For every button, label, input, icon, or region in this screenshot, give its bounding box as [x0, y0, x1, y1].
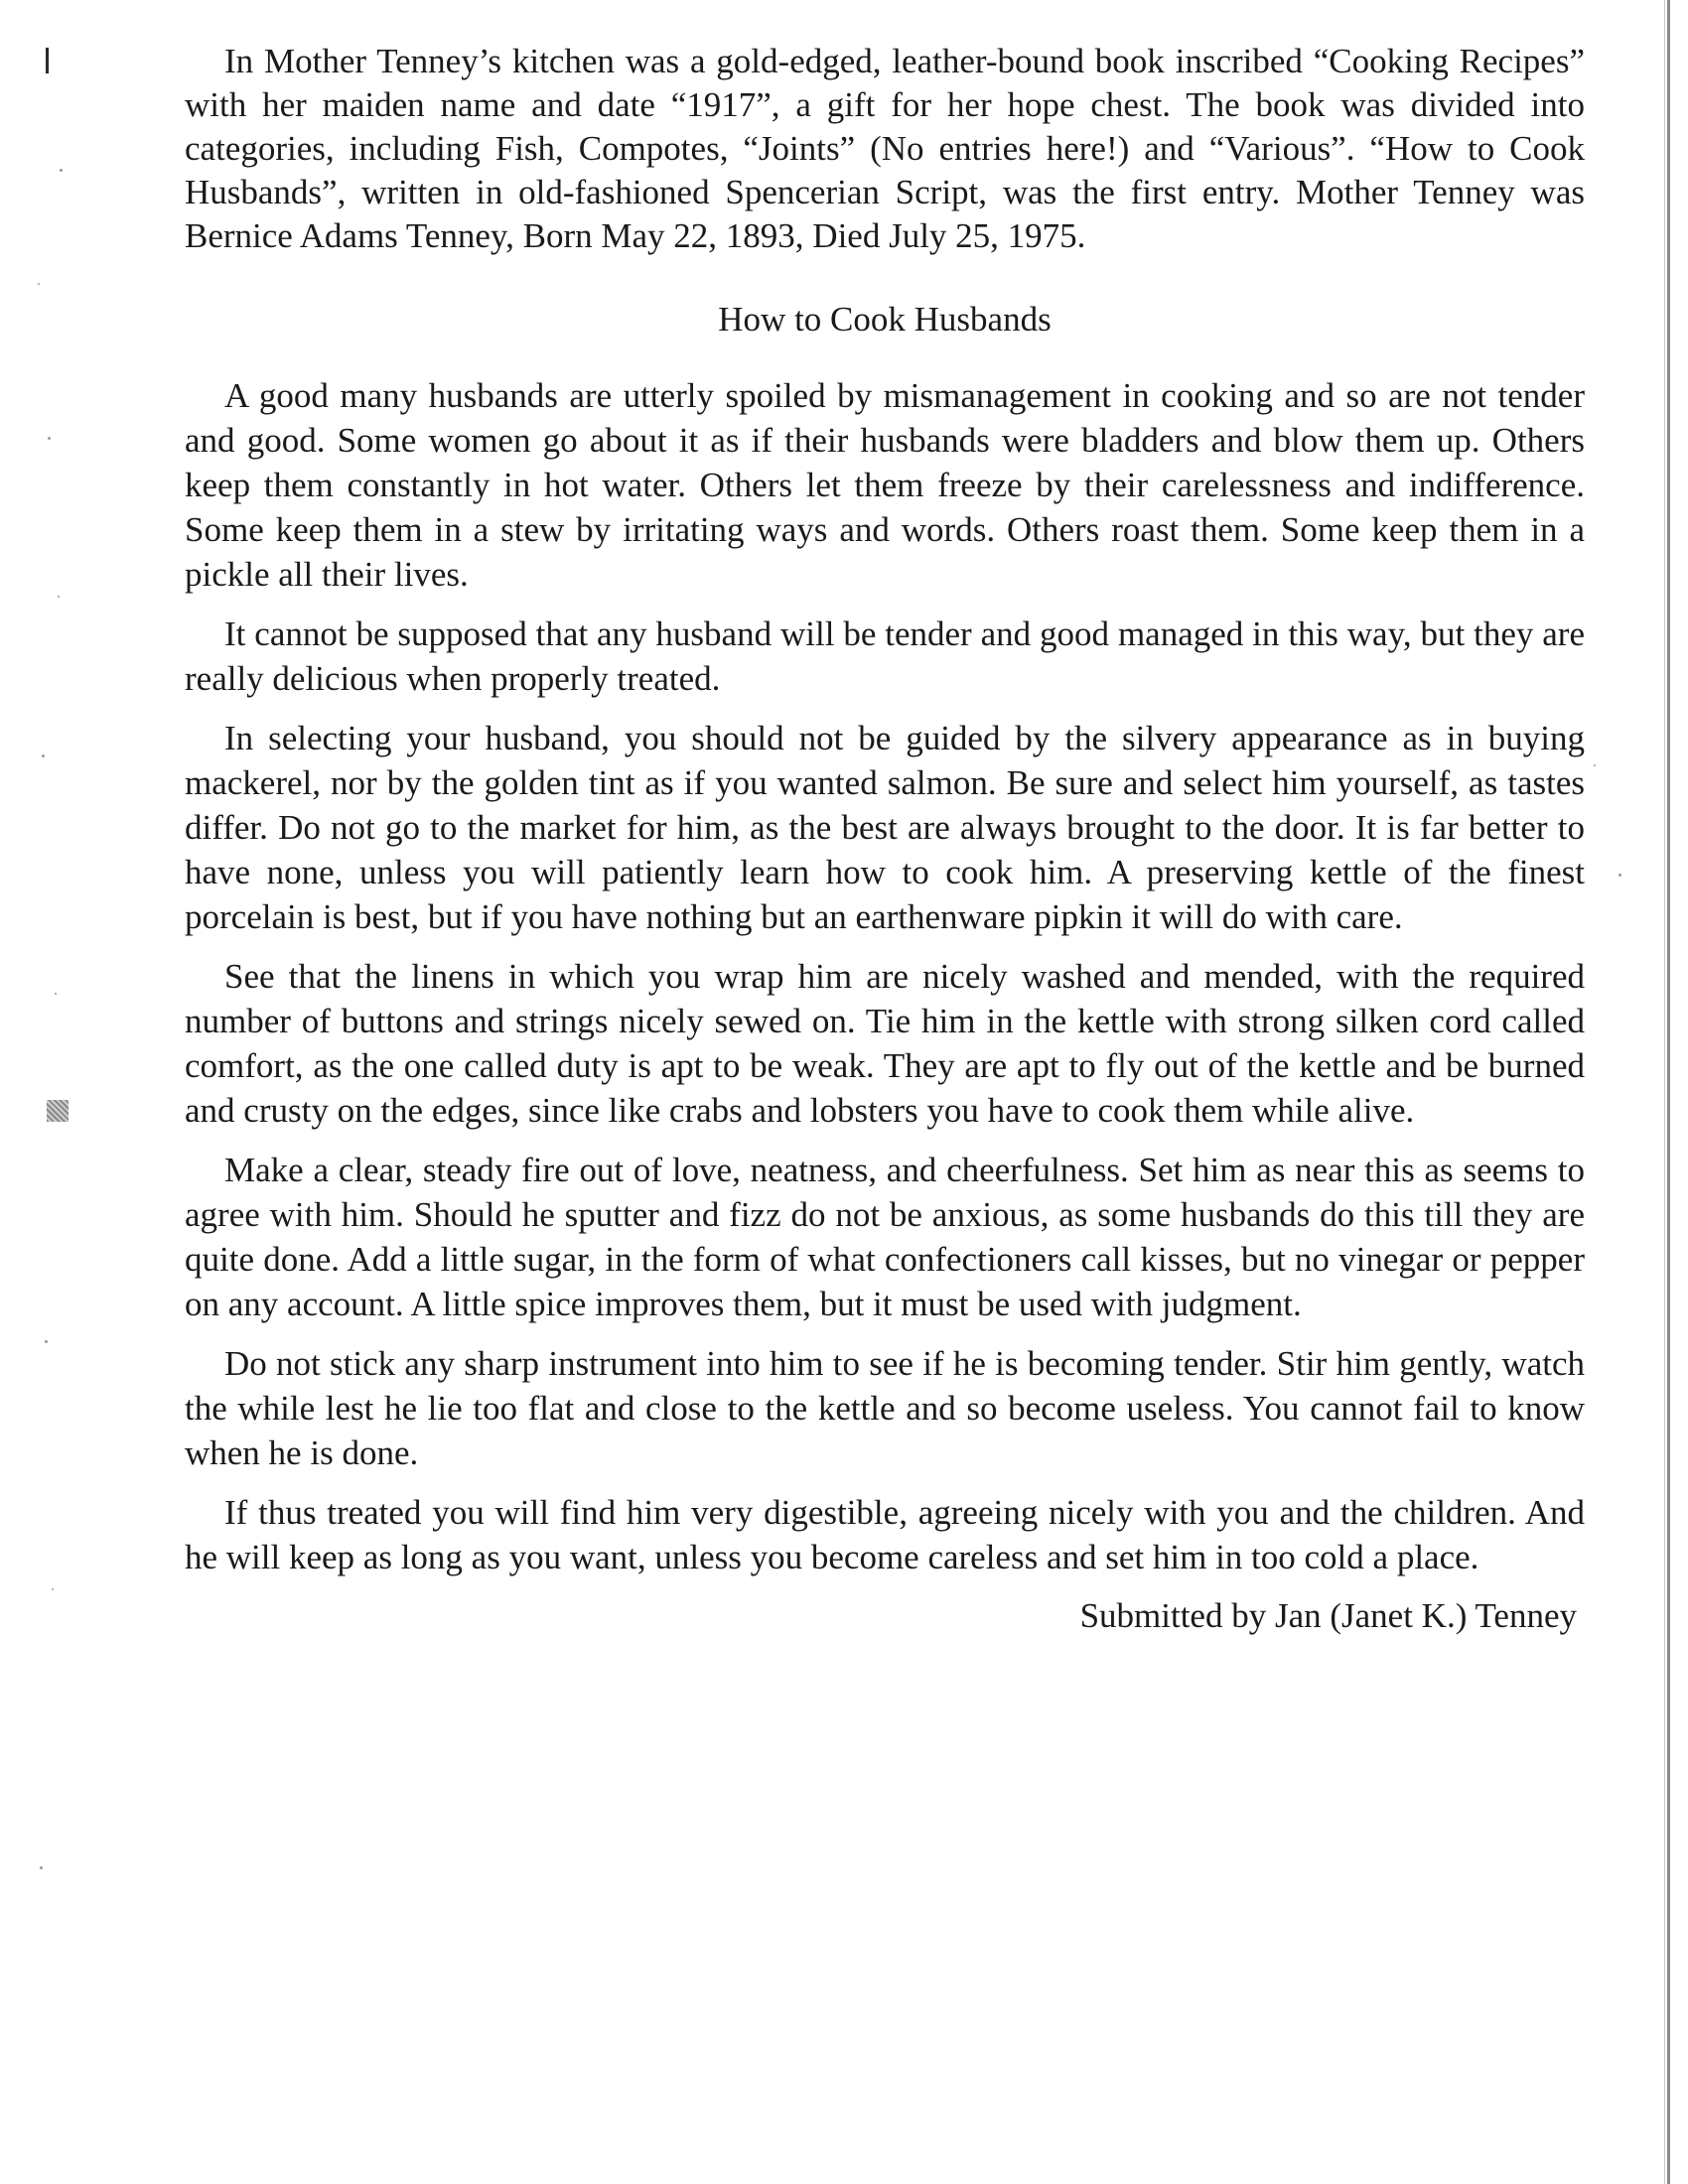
- recipe-paragraph: Make a clear, steady fire out of love, neatness, and cheerfulness. Set him as near this as seems to agree with him. Should he sputter and fizz do not be anxious, as some husbands do this till they are quite done. Add a little sugar, in the form of what confectioners call kisses, but no vinegar or pepper on any account. A little spice improves them, but it must be used with judgment.: [185, 1151, 1585, 1323]
- page-edge-shadow: [1664, 0, 1665, 2184]
- scan-speck: [52, 1588, 54, 1590]
- scan-speck: [60, 169, 63, 172]
- scan-speck: [55, 993, 57, 995]
- page-edge: [1667, 0, 1670, 2184]
- recipe-paragraph: A good many husbands are utterly spoiled by mismanagement in cooking and so are not tender and good. Some women go about it as if their husbands were bladders and blow them up. Others keep them constantly in hot water. Others let them freeze by their carelessness and indifference. Some keep them in a stew by irritating ways and words. Others roast them. Some keep them in a pickle all their lives.: [185, 376, 1585, 594]
- intro-paragraph: In Mother Tenney’s kitchen was a gold-edged, leather-bound book inscribed “Cooking Recipes” with her maiden name and date “1917”, a gift for her hope chest. The book was divided into categories, including Fish, Compotes, “Joints” (No entries here!) and “Various”. “How to Cook Husbands”, written in old-fashioned Spencerian Script, was the first entry. Mother Tenney was Bernice Adams Tenney, Born May 22, 1893, Died July 25, 1975.: [185, 42, 1585, 255]
- recipe-paragraph: If thus treated you will find him very digestible, agreeing nicely with you and the children. And he will keep as long as you want, unless you become careless and set him in too cold a place.: [185, 1493, 1585, 1576]
- scan-speck: [38, 283, 40, 285]
- recipe-paragraph: In selecting your husband, you should not be guided by the silvery appearance as in buying mackerel, nor by the golden tint as if you wanted salmon. Be sure and select him yourself, as tastes differ. Do not go to the market for him, as the best are always brought to the door. It is far better to have none, unless you will patiently learn how to cook him. A preserving kettle of the finest porcelain is best, but if you have nothing but an earthenware pipkin it will do with care.: [185, 719, 1585, 936]
- scan-speck: [1618, 874, 1621, 877]
- recipe-paragraph: See that the linens in which you wrap him are nicely washed and mended, with the required number of buttons and strings nicely sewed on. Tie him in the kettle with strong silken cord called comfort, as the one called duty is apt to be weak. They are apt to fly out of the kettle and be burned and crusty on the edges, since like crabs and lobsters you have to cook them while alive.: [185, 957, 1585, 1130]
- scan-mark: [46, 48, 49, 73]
- scan-smudge: [47, 1100, 69, 1122]
- scan-speck: [1594, 764, 1596, 766]
- signature-line: Submitted by Jan (Janet K.) Tenney: [1079, 1596, 1577, 1635]
- scan-speck: [42, 754, 45, 757]
- scan-speck: [58, 596, 60, 598]
- recipe-paragraph: It cannot be supposed that any husband will be tender and good managed in this way, but they are really delicious when properly treated.: [185, 614, 1585, 698]
- recipe-title: How to Cook Husbands: [718, 300, 1052, 339]
- document-page: [185, 40, 1585, 1638]
- recipe-paragraph: Do not stick any sharp instrument into him to see if he is becoming tender. Stir him gently, watch the while lest he lie too flat and close to the kettle and so become useless. You cannot fail to know when he is done.: [185, 1344, 1585, 1472]
- scan-speck: [48, 437, 51, 440]
- scan-speck: [40, 1866, 43, 1869]
- scan-speck: [45, 1340, 48, 1343]
